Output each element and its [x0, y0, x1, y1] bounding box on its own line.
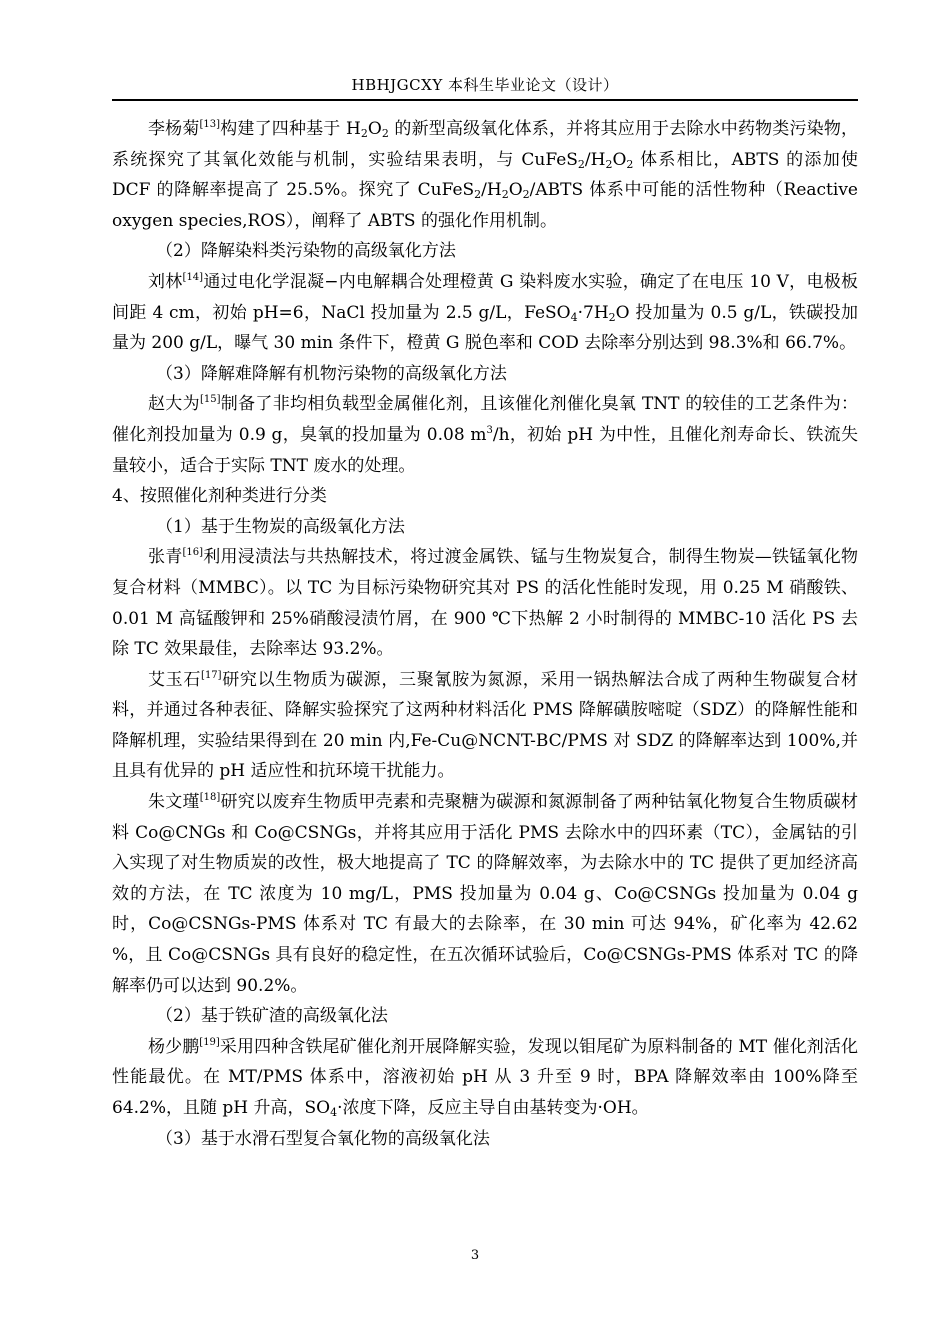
- subheading-hydrotalcite: （3）基于水滑石型复合氧化物的高级氧化法: [156, 1128, 490, 1149]
- paragraph-zhang-qing: 张青[16]利用浸渍法与共热解技术，将过渡金属铁、锰与生物炭复合，制得生物炭—铁锰氧化物复合材料（MMBC）。以 TC 为目标污染物研究其对 PS 的活化性能时发现，用 0.25 M 硝酸铁、0.01 M 高锰酸钾和 25%硝酸浸渍竹屑，在 900 ℃下热解 2 小时制得的 MMBC-10 活化 PS 去除 TC 效果最佳，去除率达 93.2%。: [112, 547, 859, 660]
- paragraph-liu-lin: 刘林[14]通过电化学混凝−内电解耦合处理橙黄 G 染料废水实验，确定了在电压 10 V，电极板间距 4 cm，初始 pH=6，NaCl 投加量为 2.5 g/L，$FeSO_4\cdot 7H_2O$ 投加量为 0.5 g/L，铁碳投加量为 200 g/L，曝气 30 min 条件下，橙黄 G 脱色率和 COD 去除率分别达到 98.3%和 66.7%。: [112, 271, 858, 354]
- subheading-refractory-organics: （3）降解难降解有机物污染物的高级氧化方法: [156, 363, 507, 384]
- paragraph-zhao-dawei: 赵大为[15]制备了非均相负载型金属催化剂，且该催化剂催化臭氧 TNT 的较佳的工艺条件为：催化剂投加量为 0.9 g，臭氧的投加量为 0.08 $m^3/h$，初始 pH 为中性，且催化剂寿命长、铁流失量较小，适合于实际 TNT 废水的处理。: [112, 394, 859, 476]
- subheading-dye-pollutants: （2）降解染料类污染物的高级氧化方法: [156, 241, 456, 262]
- paragraph-ai-yushi: 艾玉石[17]研究以生物质为碳源，三聚氰胺为氮源，采用一锅热解法合成了两种生物碳复合材料，并通过各种表征、降解实验探究了这两种材料活化 PMS 降解磺胺嘧啶（SDZ）的降解性能和降解机理，实验结果得到在 20 min 内,Fe-Cu@NCNT-BC/PMS 对 SDZ 的降解率达到 100%,并且具有优异的 pH 适应性和抗环境干扰能力。: [112, 669, 859, 782]
- subheading-biochar: （1）基于生物炭的高级氧化方法: [156, 516, 405, 537]
- body-text: [112, 114, 858, 1154]
- paragraph-li-yangju: 李杨菊[13]构建了四种基于 $H_2O_2$ 的新型高级氧化体系，并将其应用于去除水中药物类污染物，系统探究了其氧化效能与机制，实验结果表明，与 $CuFeS_2/H_2O_2$ 体系相比，ABTS 的添加使 DCF 的降解率提高了 25.5%。探究了 $CuFeS_2/H_2O_2$/ABTS 体系中可能的活性物种（Reactive oxygen species,ROS），阐释了 ABTS 的强化作用机制。: [112, 119, 859, 231]
- subheading-iron-slag: （2）基于铁矿渣的高级氧化法: [156, 1006, 388, 1027]
- running-header: HBHJGCXY 本科生毕业论文（设计）: [351, 76, 619, 94]
- page-number: 3: [470, 1248, 480, 1263]
- paragraph-yang-shaopeng: 杨少鹏[19]采用四种含铁尾矿催化剂开展降解实验，发现以钼尾矿为原料制备的 MT 催化剂活化性能最优。在 MT/PMS 体系中，溶液初始 pH 从 3 升至 9 时，BPA 降解效率由 100%降至 64.2%，且随 pH 升高，$SO_4\cdot$浓度下降，反应主导自由基转变为·OH。: [112, 1036, 858, 1119]
- section-heading-catalyst-types: 4、按照催化剂种类进行分类: [112, 486, 327, 507]
- paragraph-zhu-wenjin: 朱文瑾[18]研究以废弃生物质甲壳素和壳聚糖为碳源和氮源制备了两种钴氧化物复合生物质碳材料 Co@CNGs 和 Co@CSNGs，并将其应用于活化 PMS 去除水中的四环素（TC），金属钴的引入实现了对生物质炭的改性，极大地提高了 TC 的降解效率，为去除水中的 TC 提供了更加经济高效的方法，在 TC 浓度为 10 mg/L，PMS 投加量为 0.04 g、Co@CSNGs 投加量为 0.04 g 时，Co@CSNGs-PMS 体系对 TC 有最大的去除率，在 30 min 可达 94%，矿化率为 42.62 %，且 Co@CSNGs 具有良好的稳定性，在五次循环试验后，Co@CSNGs-PMS 体系对 TC 的降解率仍可以达到 90.2%。: [112, 792, 859, 996]
- header-rule: [112, 99, 858, 101]
